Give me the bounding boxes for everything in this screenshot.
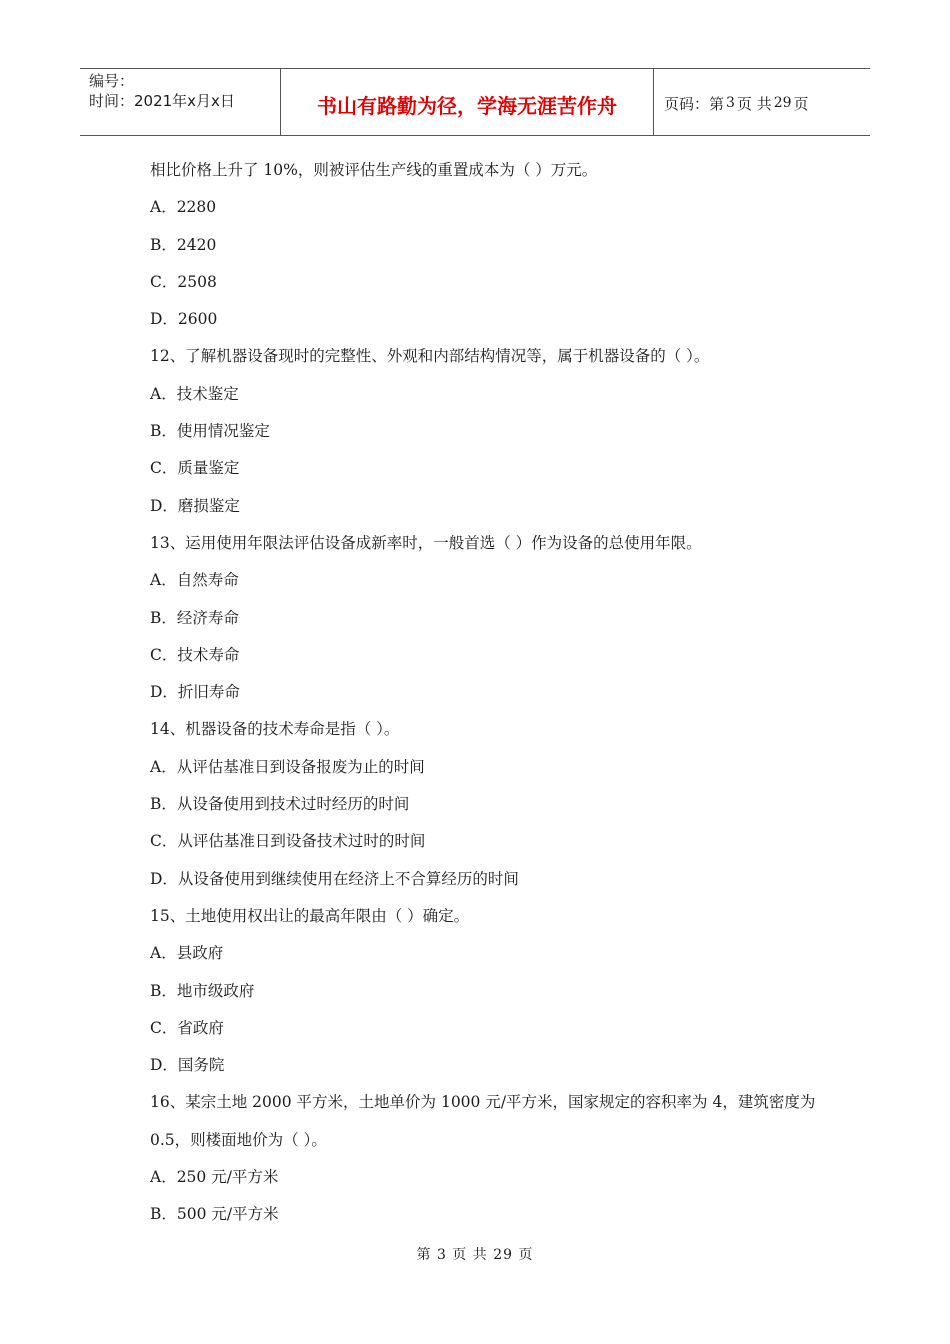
- answer-option: D．国务院: [150, 1056, 225, 1075]
- header-info-cell: [80, 69, 281, 135]
- question-text: 15、土地使用权出让的最高年限由（ ）确定。: [150, 906, 470, 925]
- answer-option: D．2600: [150, 310, 218, 329]
- answer-option: A．自然寿命: [150, 571, 239, 590]
- question-text: 16、某宗土地 2000 平方米，土地单价为 1000 元/平方米，国家规定的容积率为 4，建筑密度为: [150, 1093, 816, 1112]
- page-footer: 第 3 页 共 29 页: [416, 1247, 534, 1263]
- question-text: 12、了解机器设备现时的完整性、外观和内部结构情况等，属于机器设备的（ ）。: [150, 347, 710, 366]
- answer-option: A．250 元/平方米: [150, 1168, 279, 1187]
- answer-option: B．从设备使用到技术过时经历的时间: [150, 795, 410, 814]
- answer-option: D．从设备使用到继续使用在经济上不合算经历的时间: [150, 869, 519, 888]
- answer-option: C．省政府: [150, 1018, 224, 1037]
- answer-option: D．折旧寿命: [150, 683, 240, 702]
- page-mid: 页 共: [736, 94, 772, 113]
- document-number-label: 编号：: [89, 72, 135, 90]
- answer-option: C．2508: [150, 272, 217, 291]
- answer-option: B．2420: [150, 235, 217, 254]
- answer-option: A．技术鉴定: [150, 384, 239, 403]
- document-body: [150, 152, 870, 1234]
- answer-option: D．磨损鉴定: [150, 496, 240, 515]
- page-prefix: 页码：第: [664, 94, 725, 113]
- answer-option: B．地市级政府: [150, 981, 255, 1000]
- answer-option: A．2280: [150, 198, 217, 217]
- page-total: 29: [773, 95, 792, 111]
- answer-option: B．经济寿命: [150, 608, 239, 627]
- answer-option: C．技术寿命: [150, 645, 240, 664]
- question-text: 13、运用使用年限法评估设备成新率时，一般首选（ ）作为设备的总使用年限。: [150, 533, 702, 552]
- page-suffix: 页: [793, 94, 809, 113]
- answer-option: A．从评估基准日到设备报废为止的时间: [150, 757, 425, 776]
- question-text: 相比价格上升了 10%，则被评估生产线的重置成本为（ ）万元。: [150, 161, 598, 179]
- answer-option: C．从评估基准日到设备技术过时的时间: [150, 832, 426, 851]
- header-page-info: [654, 69, 870, 135]
- page-current: 3: [726, 95, 735, 111]
- answer-option: B．500 元/平方米: [150, 1205, 279, 1224]
- document-time-label: 时间：2021年x月x日: [89, 92, 235, 110]
- page-header: [80, 68, 870, 136]
- answer-option: A．县政府: [150, 944, 224, 963]
- question-text: 14、机器设备的技术寿命是指（ ）。: [150, 720, 400, 739]
- header-motto: 书山有路勤为径，学海无涯苦作舟: [281, 69, 654, 135]
- answer-option: B．使用情况鉴定: [150, 422, 270, 441]
- question-text: 0.5，则楼面地价为（ ）。: [150, 1130, 327, 1149]
- answer-option: C．质量鉴定: [150, 459, 240, 478]
